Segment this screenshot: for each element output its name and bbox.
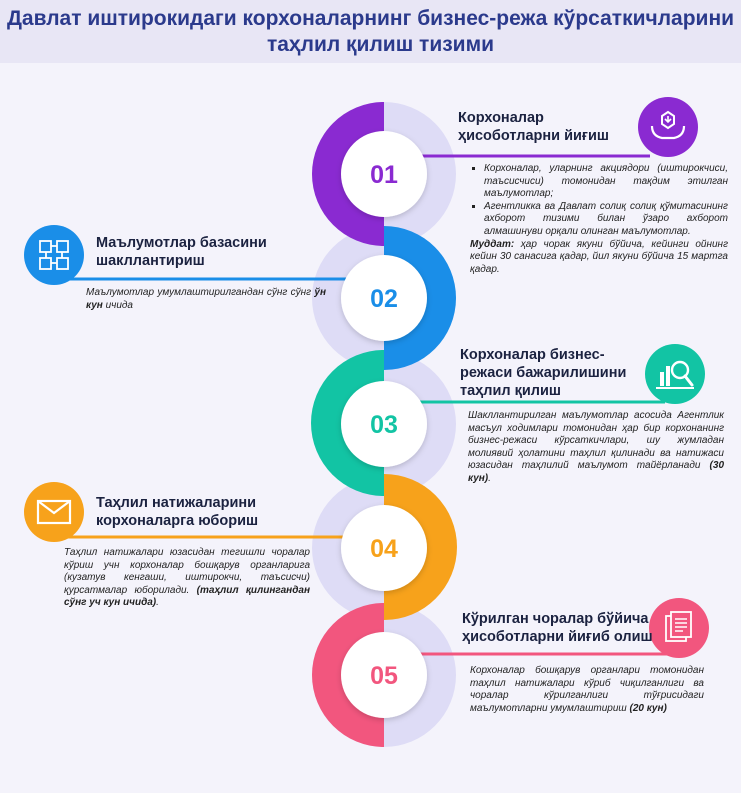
step-number-04: 04 [370, 535, 398, 563]
title-line-2: таҳлил қилиш тизими [266, 33, 495, 56]
step-number-02: 02 [370, 285, 398, 313]
step-01-term-label: Муддат: [470, 238, 515, 250]
step-number-03: 03 [370, 411, 398, 439]
step-01-term-text: ҳар чорак якуни бўйича, кейинги ойнинг кейин 30 санасига қадар, йил якуни бўйича 15 мартга қадар. [470, 238, 728, 275]
step-02-text: Маълумотлар умумлаштирилгандан сўнг сўнг [86, 287, 315, 298]
step-03-title: Корхоналар бизнес-режаси бажарилишини таҳлил қилиш [460, 347, 627, 399]
step-05-text: Корхоналар бошқарув органлари томонидан таҳлил натижалари кўриб чиқилганлиги ва чоралар кўрилганлиги тўғрисидаги маълумотларни умумлаштириш [470, 665, 704, 714]
step-02-title: Маълумотлар базасини шакллантириш [96, 235, 267, 269]
step-01-bullet-2: ▪ Агентликка ва Давлат солиқ солиқ қўмитасининг ахборот тизими билан ўзаро ахборот алмашинуви орқали олинган маълумотлар. [484, 201, 728, 239]
step-03-body [468, 410, 724, 486]
step-05-text-bold: (20 кун) [629, 702, 667, 714]
step-02-text-bold: ўн кун [86, 287, 326, 311]
step-01-term [470, 239, 728, 277]
step-number-01: 01 [370, 161, 398, 189]
database-cubes-icon [24, 225, 84, 285]
step-number-05: 05 [370, 662, 398, 690]
step-03-text-bold: (30 кун) [468, 460, 724, 484]
step-04-text: Таҳлил натижалари юзасидан тегишли чоралар кўриш учн корхоналар бошқарув органларига (кузатув кенгаши, иштирокчи, таъсисчи) қурсатмалар юборилади. [64, 547, 310, 596]
title-line-1: Давлат иштирокидаги корхоналарнинг бизнес-режа кўрсаткичларини [6, 7, 735, 30]
step-03-text-after: . [488, 472, 491, 484]
step-01-body [470, 163, 728, 276]
step-03-text: Шакллантирилган маълумотлар асосида Агентлик масъул ходимлари томонидан ҳар бир корхонанинг бизнес-режаси кўрсаткичлари, шу жумладан молиявий ҳолатини таҳлил қилинади ва натижаси юзасидан таҳлилий маълумот тайёрланади [468, 410, 724, 472]
step-02-text-after: ичида [102, 299, 133, 311]
step-05-title: Кўрилган чоралар бўйича ҳисоботларни йиғиб олиш [462, 611, 653, 645]
step-01-bullets [470, 163, 728, 239]
step-02-body [86, 287, 326, 312]
step-01-title: Корхоналар ҳисоботларни йиғиш [458, 110, 609, 144]
step-01-bullet-1: ▪ Корхоналар, уларнинг акциядори (иштирокчиси, таъсисчиси) томонидан тақдим этилган маълумотлар; [484, 163, 728, 201]
step-04-title: Таҳлил натижаларини корхоналарга юбориш [96, 495, 259, 529]
step-04-text-after: . [156, 597, 159, 609]
documents-icon [649, 598, 709, 658]
hands-box-icon [638, 97, 698, 157]
step-04-text-bold: (таҳлил қилингандан сўнг уч кун ичида) [64, 584, 310, 609]
step-05-body [470, 665, 704, 715]
step-04-body [64, 547, 310, 610]
envelope-icon [24, 482, 84, 542]
